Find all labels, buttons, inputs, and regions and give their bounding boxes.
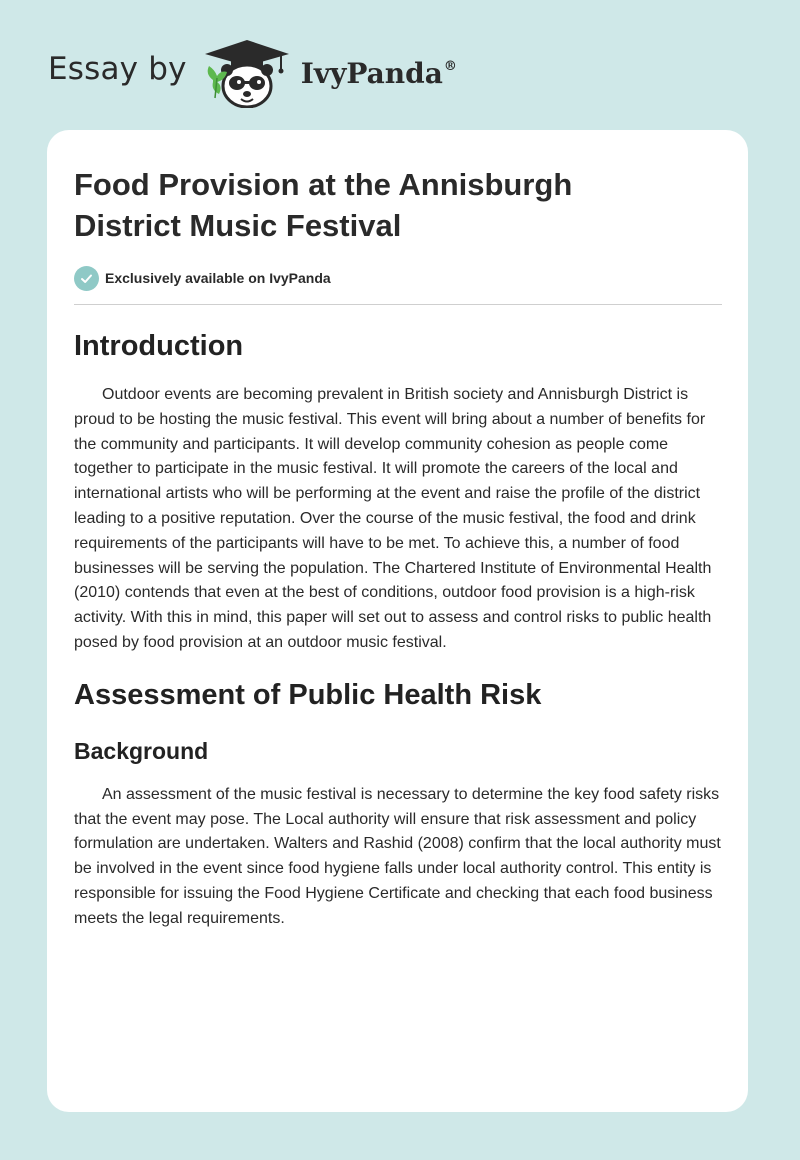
check-icon: [74, 266, 99, 291]
introduction-paragraph: Outdoor events are becoming prevalent in British society and Annisburgh District is proud to be hosting the music festival. This event will bring about a number of benefits for the community and participants. It will develop community cohesion as people come together to participate in the music festival. It will promote the careers of the local and international artists who will be performing at the event and raise the profile of the district leading to a positive reputation. Over the course of the music festival, the food and drink requirements of the participants will have to be met. To achieve this, a number of food businesses will be serving the population. The Chartered Institute of Environmental Health (2010) contends that even at the best of conditions, outdoor food provision is a high-risk activity. With this in mind, this paper will set out to assess and control risks to public health posed by food provision at an outdoor music festival.: [74, 386, 712, 651]
brand-name-text: IvyPanda: [300, 56, 443, 90]
brand-name[interactable]: [301, 57, 457, 90]
background-paragraph: An assessment of the music festival is necessary to determine the key food safety risks that the event may pose. The Local authority will ensure that risk assessment and policy formulation are undertaken. Walters and Rashid (2008) confirm that the local authority must be involved in the event since food hygiene falls under local authority control. This entity is responsible for issuing the Food Hygiene Certificate and checking that each food business meets the legal requirements.: [74, 785, 721, 927]
exclusive-badge: [74, 264, 721, 292]
site-header: [48, 36, 457, 108]
title-divider: [74, 304, 722, 305]
section-heading-introduction: Introduction: [74, 330, 244, 362]
panda-logo-icon[interactable]: [201, 36, 293, 108]
essay-title: Food Provision at the Annisburgh District Music Festival: [74, 167, 573, 243]
essay-card: [47, 130, 748, 1112]
essay-by-label: Essay by: [48, 51, 187, 87]
exclusive-label: Exclusively available on IvyPanda: [105, 270, 331, 286]
subheading-background: Background: [74, 737, 209, 764]
section-heading-assessment: Assessment of Public Health Risk: [74, 678, 542, 711]
registered-mark: ®: [443, 58, 457, 74]
